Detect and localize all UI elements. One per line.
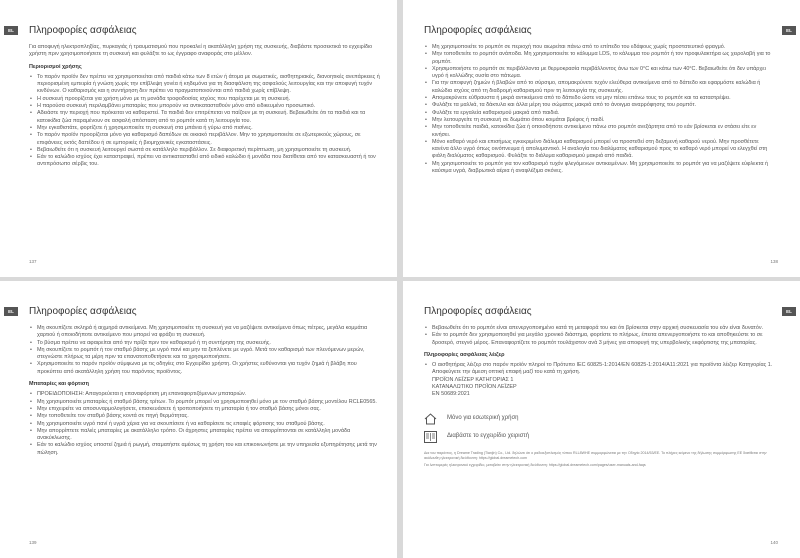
list-item: • Μη χρησιμοποιείτε το ρομπότ για τον καθαρισμό τυχόν φλεγόμενων αντικειμένων. Μη χρησιμοποιείτε το ρομπότ για να μαζέψετε εύφλεκτα ή καύσιμα υγρά, διαβρωτικά αέρια ή αναφλέξιμα σκόνες. — [424, 161, 774, 176]
page-title: Πληροφορίες ασφάλειας — [29, 25, 137, 36]
page-content — [424, 325, 774, 468]
page-title: Πληροφορίες ασφάλειας — [424, 25, 532, 36]
list-item: • Εάν το ρομπότ δεν χρησιμοποιηθεί για μεγάλο χρονικό διάστημα, φορτίστε το πλήρως, έπειτα απενεργοποιήστε το και αποθηκεύστε το σε δροσερό, στεγνό μέρος. Επαναφορτίζετε το ρομπότ τουλάχιστον ανά 3 μήνες για αποφυγή της υπερβολικής εκφόρτισης της μπαταρίας. — [424, 332, 774, 347]
page-number: 137 — [29, 259, 37, 264]
footnote-declaration: Δια του παρόντος, η Dreame Trading (Tianjin) Co., Ltd. δηλώνει ότι ο ραδιοεξοπλισμός τύπου RLL8WHE συμμορφώνεται με την Οδηγία 2014/53/ΕΕ. Το πλήρες κείμενο της δήλωσης συμμόρφωσης ΕΕ διατίθεται στην ακόλουθη ηλεκτρονική διεύθυνση: https://global.dreametech.com — [424, 450, 767, 460]
list-item: • Μην τοποθετείτε παιδιά, κατοικίδια ζώα ή οποιοδήποτε αντικείμενο πάνω στο ρομπότ ανεξάρτητα από το εάν βρίσκεται εν στάσει είτε εν κινήσει. — [424, 124, 774, 139]
list-item: • Φυλάξτε τα μαλλιά, τα δάκτυλα και άλλα μέρη του σώματος μακριά από το άνοιγμα αναρρόφησης του ρομπότ. — [424, 102, 774, 109]
list-item: • Μη χρησιμοποιείτε υγρό πανί ή υγρά χέρια για να σκουπίσετε ή να καθαρίσετε τις επαφές φόρτισης του σταθμού βάσης. — [29, 421, 381, 428]
manual-page-139 — [0, 281, 397, 558]
page-title: Πληροφορίες ασφάλειας — [424, 306, 532, 317]
list-item: • Μη χρησιμοποιείτε μπαταρίες ή σταθμό βάσης τρίτων. Το ρομπότ μπορεί να χρησιμοποιηθεί μόνο με τον σταθμό βάσης μοντέλου RCLE0565. — [29, 399, 381, 406]
manual-page-138 — [403, 0, 800, 277]
language-tab: EL — [4, 307, 18, 316]
list-item: • Το παρόν προϊόν προορίζεται μόνο για καθαρισμό δαπέδων σε οικιακό περιβάλλον. Μην το χρησιμοποιείτε σε εξωτερικούς χώρους, σε επιφάνειες εκτός δαπέδου ή σε εμπορικές ή βιομηχανικές εγκαταστάσεις. — [29, 132, 381, 147]
list-item: • Μην απορρίπτετε παλιές μπαταρίες με ακατάλληλο τρόπο. Οι άχρηστες μπαταρίες πρέπει να απορρίπτονται σε κατάλληλη μονάδα ανακύκλωσης. — [29, 428, 381, 443]
list-item: • Απομακρύνετε εύθραυστα ή μικρά αντικείμενα από το δάπεδο ώστε να μην πέσει επάνω τους το ρομπότ και τα καταστρέψει. — [424, 95, 774, 102]
page-content — [424, 44, 774, 175]
list-item: • Βεβαιωθείτε ότι το ρομπότ είναι απενεργοποιημένο κατά τη μεταφορά του και ότι βρίσκεται στην αρχική συσκευασία του εάν είναι δυνατόν. — [424, 325, 774, 332]
list-item: • Βεβαιωθείτε ότι η συσκευή λειτουργεί σωστά σε κατάλληλο περιβάλλον. Σε διαφορετική περίπτωση, μη χρησιμοποιείτε τη συσκευή. — [29, 147, 381, 154]
laser-label-line: ΚΑΤΑΝΑΛΩΤΙΚΟ ΠΡΟΪΟΝ ΛΕΪΖΕΡ — [432, 384, 517, 391]
list-item: • Εάν το καλώδιο ισχύος έχει καταστραφεί, πρέπει να αντικατασταθεί από ειδικό καλώδιο ή μονάδα που διατίθεται από τον κατασκευαστή ή τον αντιπρόσωπο σέρβις του. — [29, 154, 381, 169]
list-item: • Η συσκευή προορίζεται για χρήση μόνο με τη μονάδα τροφοδοσίας ισχύος που παρέχεται με τη συσκευή. — [29, 96, 381, 103]
list-item: • Μη σκουπίζετε σκληρά ή αιχμηρά αντικείμενα. Μη χρησιμοποιείτε τη συσκευή για να μαζέψετε αντικείμενα όπως πέτρες, μεγάλα κομμάτια χαρτιού ή οποιοδήποτε αντικείμενο που μπορεί να φράξει τη συσκευή. — [29, 325, 381, 340]
page-number: 140 — [770, 540, 778, 545]
list-item: • Μην τοποθετείτε το ρομπότ ανάποδα. Μη χρησιμοποιείτε το κάλυμμα LDS, το κάλυμμα του ρομπότ ή τον προφυλακτήρα ως χειρολαβή για το ρομπότ. — [424, 51, 774, 66]
language-tab: EL — [4, 26, 18, 35]
page-content — [29, 325, 381, 457]
page-number: 139 — [29, 540, 37, 545]
bullet-list — [29, 391, 381, 457]
manual-page-137 — [0, 0, 397, 277]
list-item: • Μη χρησιμοποιείτε το ρομπότ σε περιοχή που αιωρείται πάνω από το επίπεδο του εδάφους χωρίς προστατευτικό φραγμό. — [424, 44, 774, 51]
bullet-list — [424, 325, 774, 347]
list-item: • Εάν το καλώδιο ισχύος υποστεί ζημιά ή ρωγμή, σταματήστε αμέσως τη χρήση του και επικοινωνήστε με την υπηρεσία εξυπηρέτησης μετά την πώληση. — [29, 442, 381, 457]
indoor-use-row — [424, 413, 774, 425]
laser-label-block — [424, 377, 774, 399]
list-item: • ΠΡΟΕΙΔΟΠΟΙΗΣΗ: Απαγορεύεται η επαναφόρτιση μη επαναφορτιζόμενων μπαταριών. — [29, 391, 381, 398]
list-item: • Το βύσμα πρέπει να αφαιρείται από την πρίζα πριν τον καθαρισμό ή τη συντήρηση της συσκευής. — [29, 340, 381, 347]
list-item: • Μην λειτουργείτε τη συσκευή σε δωμάτιο όπου κοιμάται βρέφος ή παιδί. — [424, 117, 774, 124]
list-item: • Για την αποφυγή ζημιών ή βλαβών από το σύρσιμο, απομακρύνετε τυχόν ελεύθερα αντικείμενα από το δάπεδο και εφαρμόστε καλώδια ή καλώδια ισχύος από τη διαδρομή καθαρισμού πριν τη λειτουργία της συσκευής. — [424, 80, 774, 95]
laser-label-line: ΠΡΟΪΟΝ ΛΕΪΖΕΡ ΚΑΤΗΓΟΡΙΑΣ 1 — [432, 376, 514, 383]
list-item: • Μην τοποθετείτε τον σταθμό βάσης κοντά σε πηγή θερμότητας. — [29, 413, 381, 420]
list-item: • Φυλάξτε τα εργαλεία καθαρισμού μακριά από παιδιά. — [424, 110, 774, 117]
bullet-list — [29, 74, 381, 169]
list-item: • Μην εγκαθιστάτε, φορτίζετε ή χρησιμοποιείτε τη συσκευή στα μπάνια ή γύρω από πισίνες. — [29, 125, 381, 132]
list-item: • Αδειάστε την περιοχή που πρόκειται να καθαριστεί. Τα παιδιά δεν επιτρέπεται να παίζουν με τη συσκευή. Βεβαιωθείτε ότι τα παιδιά και τα κατοικίδια ζώα παραμένουν σε ασφαλή απόσταση από το ρομπότ κατά τη λειτουργία του. — [29, 110, 381, 125]
bullet-list — [29, 325, 381, 376]
list-item: • Το παρόν προϊόν δεν πρέπει να χρησιμοποιείται από παιδιά κάτω των 8 ετών ή άτομα με σωματικές, αισθητηριακές, διανοητικές ανεπάρκειες ή περιορισμένη εμπειρία ή γνώση χωρίς την επίβλεψη γονέα ή κηδεμόνα για τη διασφάλιση της ασφαλούς λειτουργίας και την αποφυγή τυχόν κινδύνων. Ο καθαρισμός και η συντήρηση δεν πρέπει να πραγματοποιούνται από παιδιά χωρίς επίβλεψη. — [29, 74, 381, 96]
page-content — [29, 44, 381, 169]
list-item: • Χρησιμοποιείτε το παρόν προϊόν σύμφωνα με τις οδηγίες στο Εγχειρίδιο χρήστη. Οι χρήστες ευθύνονται για τυχόν ζημιά ή βλάβη που προκύπτει από ακατάλληλη χρήση του παρόντος προϊόντος. — [29, 361, 381, 376]
bullet-list — [424, 362, 774, 377]
house-icon — [424, 413, 437, 425]
language-tab: EL — [782, 307, 796, 316]
list-item: • Χρησιμοποιήστε το ρομπότ σε περιβάλλοντα με θερμοκρασία περιβάλλοντος άνω των 0°C και κάτω των 40°C. Βεβαιωθείτε ότι δεν υπάρχει υγρό ή κολλώδης ουσία στο πάτωμα. — [424, 66, 774, 81]
list-item: • Μη σκουπίζετε το ρομπότ ή τον σταθμό βάσης με υγρό πανί και μην τα ξεπλένετε με υγρό. Μετά τον καθαρισμό των πλενόμενων μερών, στεγνώστε πλήρως τα μέρη πριν τα επανατοποθετήσετε και τα χρησιμοποιήσετε. — [29, 347, 381, 362]
list-item: • Ο αισθητήρας λέιζερ στο παρόν προϊόν πληροί το Πρότυπο IEC 60825-1:2014/EN 60825-1:2014/A11:2021 για προϊόντα λέιζερ Κατηγορίας 1. Αποφεύγετε την άμεση οπτική επαφή μαζί του κατά τη χρήση. — [424, 362, 774, 377]
manual-book-icon — [424, 431, 437, 443]
language-tab: EL — [782, 26, 796, 35]
list-item: • Μην επιχειρείτε να αποσυναρμολογήσετε, επισκευάσετε ή τροποποιήσετε τη μπαταρία ή τον σταθμό βάσης μόνοι σας. — [29, 406, 381, 413]
read-manual-label: Διαβάστε το εγχειρίδιο χειριστή — [447, 433, 530, 440]
intro-paragraph: Για αποφυγή ηλεκτροπληξίας, πυρκαγιάς ή τραυματισμού που προκαλεί η ακατάλληλη χρήση της συσκευής, διαβάστε προσεκτικά το εγχειρίδιο χρήστη πριν χρησιμοποιήσετε τη συσκευή και φυλάξτε το ως έγγραφο αναφοράς στο μέλλον. — [29, 44, 373, 58]
read-manual-row — [424, 431, 774, 443]
section-heading: Περιορισμοί χρήσης — [29, 63, 82, 70]
bullet-list — [424, 44, 774, 175]
laser-label-line: EN 50689:2021 — [432, 391, 470, 398]
list-item: • Η παρούσα συσκευή περιλαμβάνει μπαταρίες που μπορούν να αντικατασταθούν μόνο από ειδικευμένο προσωπικό. — [29, 103, 381, 110]
section-heading: Πληροφορίες ασφάλειας λέιζερ — [424, 351, 505, 358]
page-number: 138 — [770, 259, 778, 264]
page-title: Πληροφορίες ασφάλειας — [29, 306, 137, 317]
list-item: • Μόνο καθαρό νερό και επισήμως εγκεκριμένο διάλυμα καθαρισμού μπορεί να προστεθεί στη δεξαμενή καθαρού νερού. Μην προσθέτετε κανένα άλλο υγρό όπως οινόπνευμα ή απολυμαντικό. Η αναλογία του διαλύματος καθαρισμού προς το καθαρό νερό μπορεί να ελεγχθεί στη φιάλη διαλύματος καθαρισμού. Φυλάξτε το διάλυμα καθαρισμού μακριά από παιδιά. — [424, 139, 774, 161]
indoor-use-label: Μόνο για εσωτερική χρήση — [447, 415, 519, 422]
manual-page-140 — [403, 281, 800, 558]
footnote-manual-link: Για λεπτομερές ηλεκτρονικό εγχειρίδιο, μεταβείτε στην ηλεκτρονική διεύθυνση: https://global.dreametech.com/pages/user-manuals-and-faqs — [424, 462, 646, 467]
section-heading: Μπαταρίες και φόρτιση — [29, 381, 89, 388]
